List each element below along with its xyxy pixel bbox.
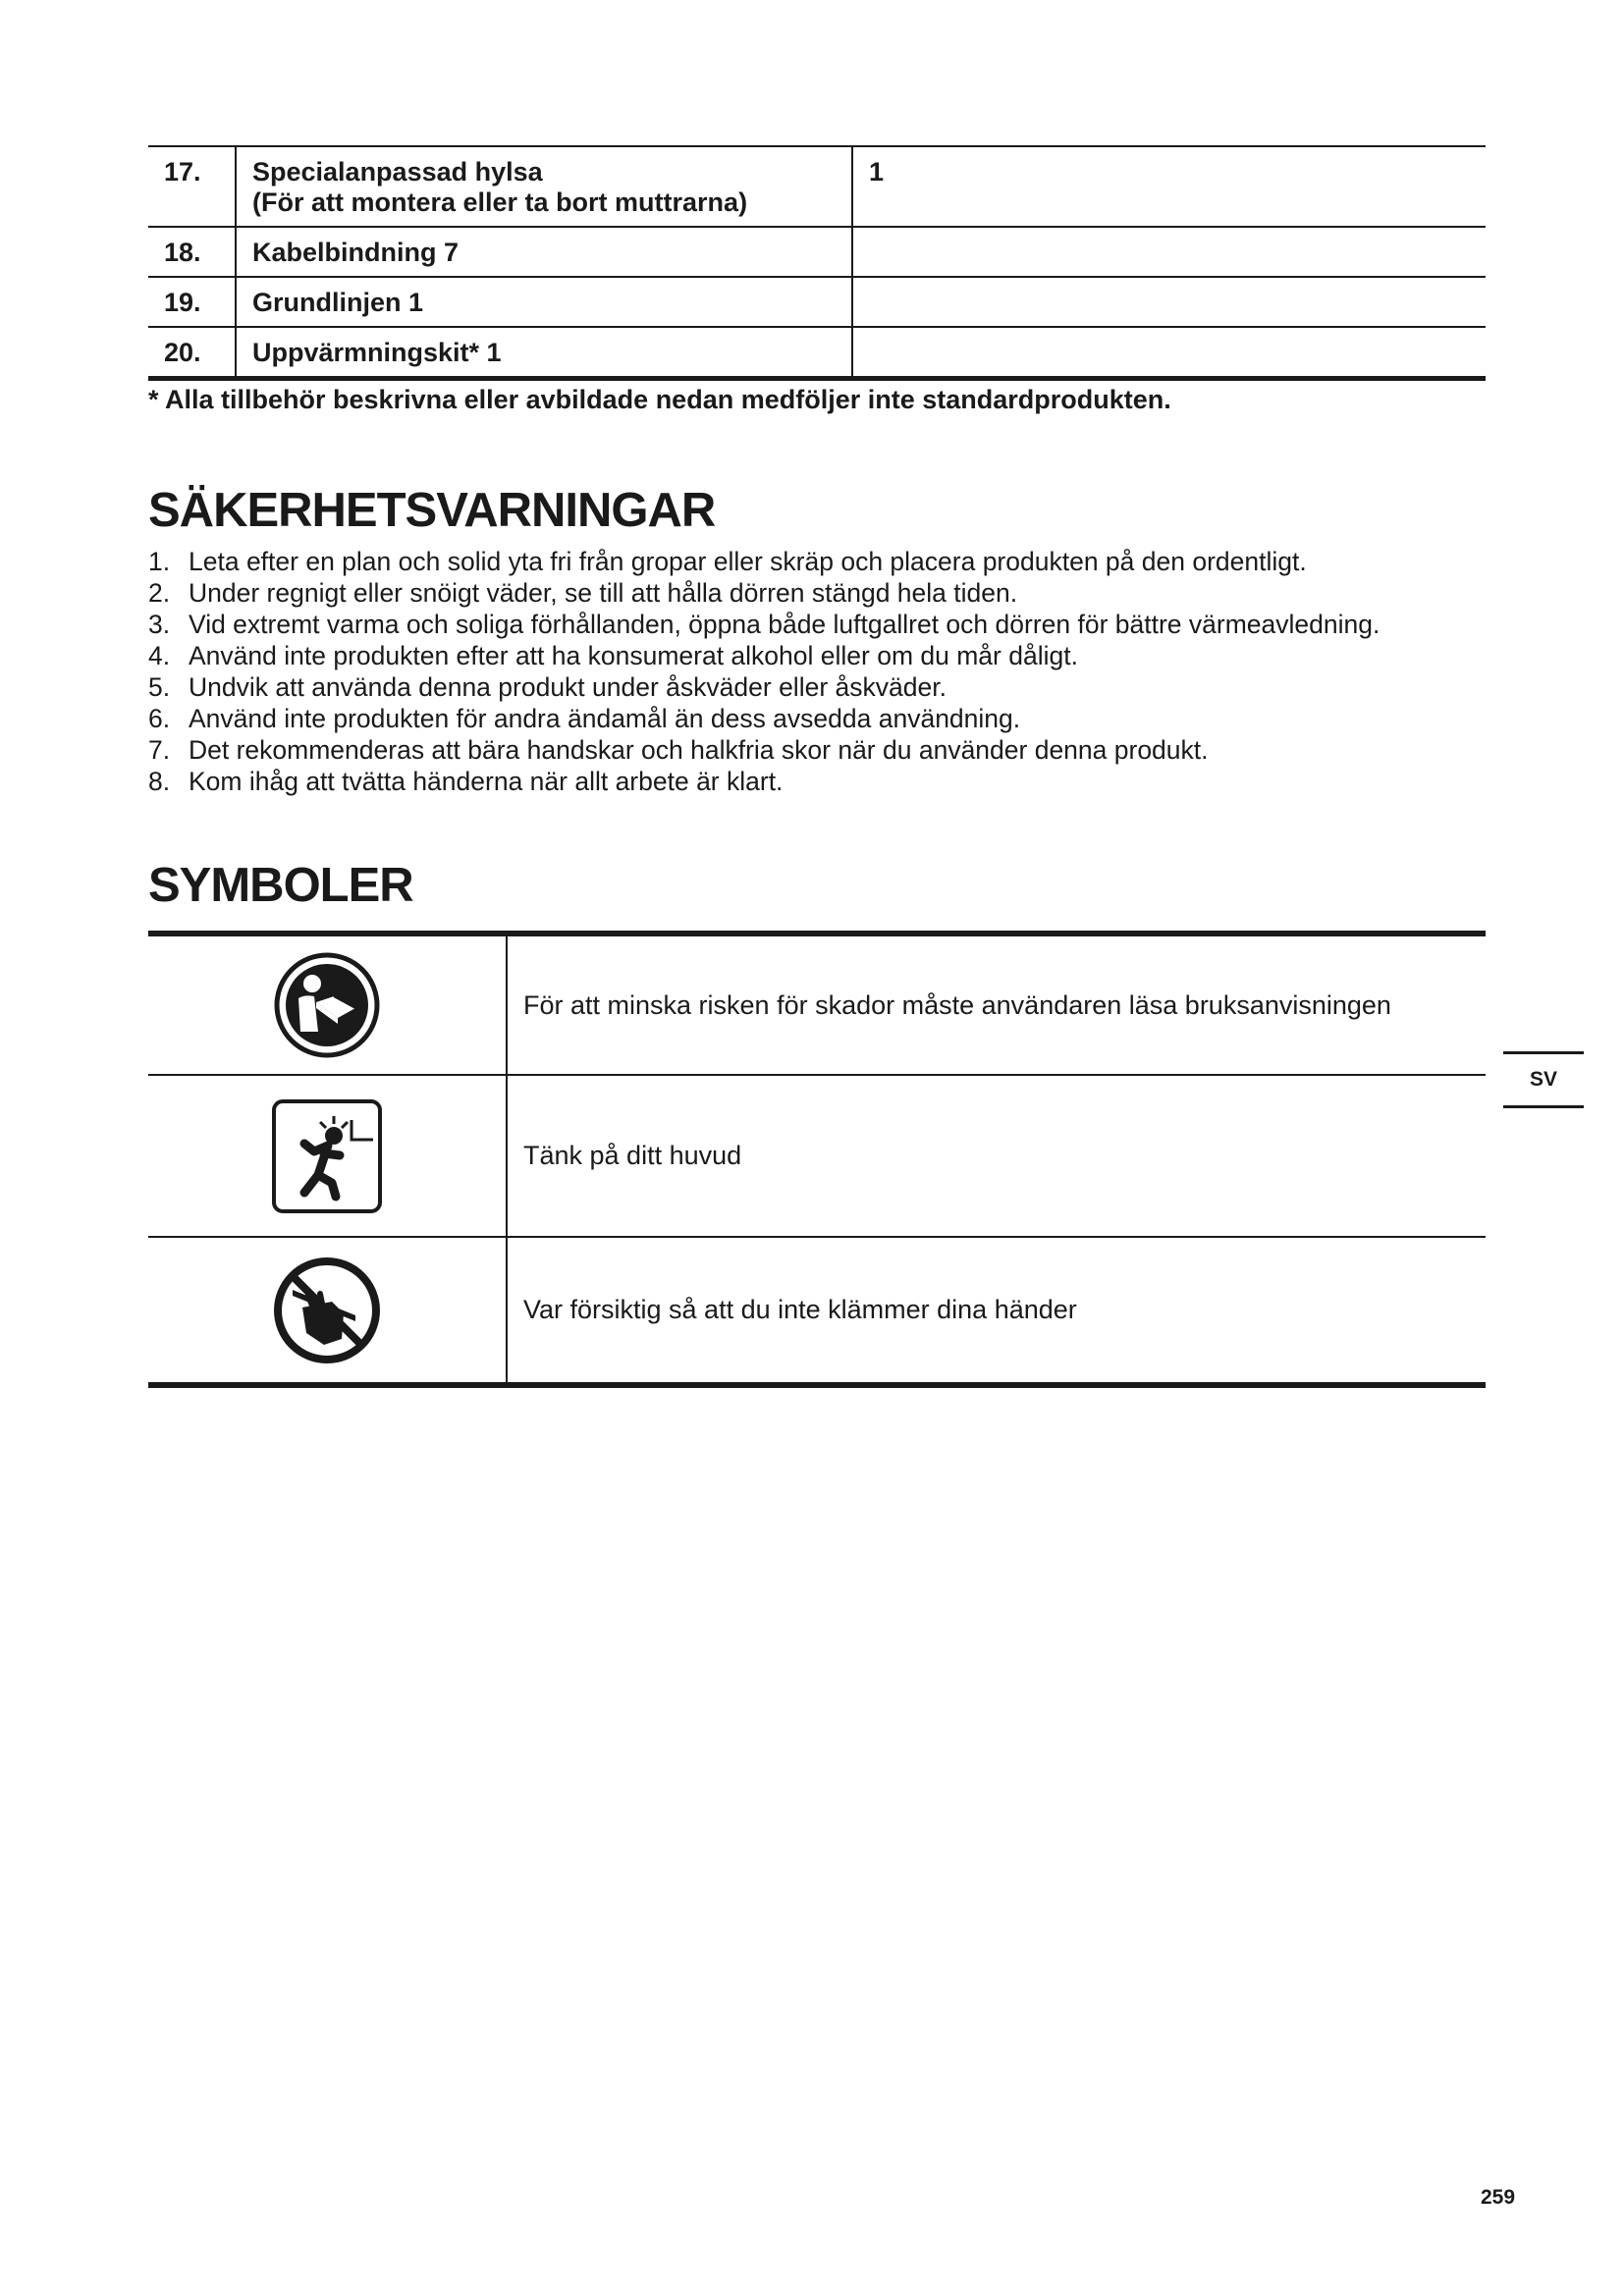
warning-item — [148, 640, 1493, 671]
part-quantity — [852, 327, 1486, 379]
part-number: 17. — [148, 146, 236, 227]
warning-text: Vid extremt varma och soliga förhållanden, öppna både luftgallret och dörren för bättre värmeavledning. — [189, 610, 1380, 639]
warning-item — [148, 609, 1493, 640]
symbol-row — [148, 934, 1486, 1075]
symbols-heading: SYMBOLER — [148, 859, 413, 912]
part-number: 20. — [148, 327, 236, 379]
read-manual-icon — [273, 951, 381, 1059]
parts-row — [148, 327, 1486, 379]
warning-number: 7. — [148, 735, 171, 765]
warning-item — [148, 766, 1493, 797]
hand-pinch-icon — [273, 1256, 381, 1364]
symbol-icon-cell — [148, 1237, 507, 1385]
symbol-row — [148, 1075, 1486, 1237]
parts-table — [148, 145, 1486, 381]
accessories-footnote: * Alla tillbehör beskrivna eller avbildade nedan medföljer inte standardprodukten. — [148, 385, 1171, 414]
symbol-row — [148, 1237, 1486, 1385]
warning-item — [148, 734, 1493, 766]
warning-number: 3. — [148, 610, 171, 639]
symbol-icon-cell — [148, 1075, 507, 1237]
part-name: Uppvärmningskit* 1 — [236, 327, 852, 379]
symbol-icon-cell — [148, 934, 507, 1075]
symbols-table — [148, 931, 1486, 1388]
warning-text: Leta efter en plan och solid yta fri från gropar eller skräp och placera produkten på den ordentligt. — [189, 547, 1307, 576]
warning-number: 2. — [148, 578, 171, 608]
warning-number: 4. — [148, 641, 171, 670]
part-quantity — [852, 277, 1486, 327]
symbol-description: Var försiktig så att du inte klämmer dina händer — [507, 1237, 1486, 1385]
language-tab: SV — [1503, 1051, 1584, 1108]
symbol-description: För att minska risken för skador måste användaren läsa bruksanvisningen — [523, 989, 1391, 1020]
warning-number: 5. — [148, 672, 171, 702]
warning-text: Undvik att använda denna produkt under åskväder eller åskväder. — [189, 672, 947, 702]
page-number: 259 — [1481, 2186, 1516, 2209]
warning-number: 6. — [148, 704, 171, 733]
parts-row — [148, 277, 1486, 327]
part-name-line: (För att montera eller ta bort muttrarna) — [252, 187, 748, 217]
safety-warnings-list — [148, 546, 1493, 797]
warning-item — [148, 546, 1493, 577]
warning-number: 1. — [148, 547, 171, 576]
warning-text: Det rekommenderas att bära handskar och halkfria skor när du använder denna produkt. — [189, 735, 1209, 765]
warning-item — [148, 671, 1493, 703]
parts-row — [148, 227, 1486, 277]
warning-item — [148, 703, 1493, 734]
warning-number: 8. — [148, 767, 171, 796]
safety-heading: SÄKERHETSVARNINGAR — [148, 484, 716, 537]
part-name — [236, 146, 852, 227]
warning-text: Använd inte produkten efter att ha konsumerat alkohol eller om du mår dåligt. — [189, 641, 1078, 670]
warning-text: Under regnigt eller snöigt väder, se till att hålla dörren stängd hela tiden. — [189, 578, 1018, 608]
parts-row — [148, 146, 1486, 227]
part-name-line: Specialanpassad hylsa — [252, 157, 543, 187]
part-quantity: 1 — [852, 146, 1486, 227]
part-name: Grundlinjen 1 — [236, 277, 852, 327]
part-number: 19. — [148, 277, 236, 327]
symbol-description: Tänk på ditt huvud — [507, 1075, 1486, 1237]
warning-text: Använd inte produkten för andra ändamål än dess avsedda användning. — [189, 704, 1021, 733]
head-injury-icon — [271, 1098, 383, 1214]
part-quantity — [852, 227, 1486, 277]
warning-item — [148, 577, 1493, 609]
warning-text: Kom ihåg att tvätta händerna när allt arbete är klart. — [189, 767, 784, 796]
part-name: Kabelbindning 7 — [236, 227, 852, 277]
part-number: 18. — [148, 227, 236, 277]
